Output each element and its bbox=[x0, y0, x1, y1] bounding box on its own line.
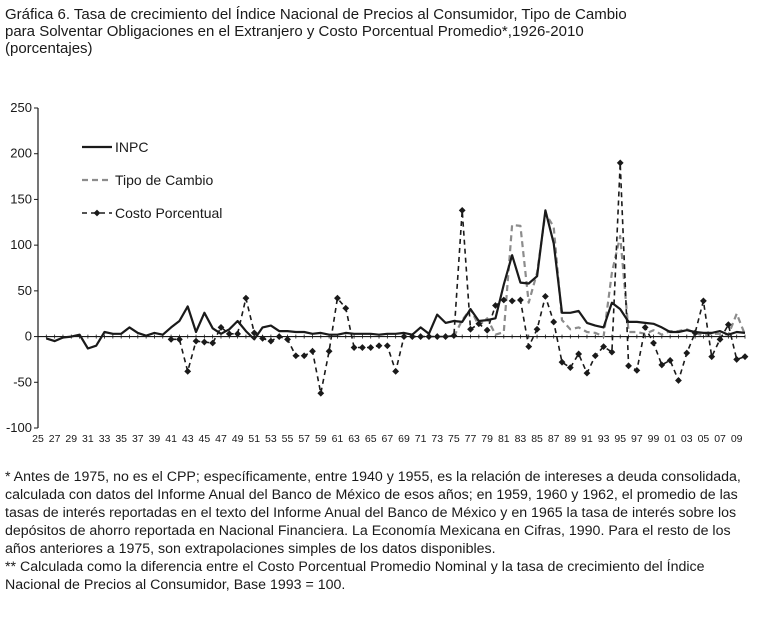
data-point-costo-porcentual bbox=[525, 343, 532, 350]
x-tick-label: 91 bbox=[581, 433, 593, 445]
x-tick-label: 85 bbox=[531, 433, 543, 445]
x-tick-label: 71 bbox=[414, 433, 427, 445]
chart-title bbox=[5, 6, 725, 57]
x-tick-label: 87 bbox=[547, 433, 560, 445]
x-tick-label: 69 bbox=[398, 433, 410, 445]
y-tick-label: 50 bbox=[17, 282, 32, 298]
x-tick-label: 01 bbox=[664, 433, 676, 445]
x-tick-label: 59 bbox=[314, 433, 327, 445]
data-point-costo-porcentual bbox=[342, 305, 349, 312]
y-tick-label: 0 bbox=[24, 328, 32, 344]
x-tick-label: 73 bbox=[431, 433, 444, 445]
data-point-costo-porcentual bbox=[267, 338, 274, 345]
x-tick-label: 49 bbox=[231, 433, 244, 445]
data-point-costo-porcentual bbox=[517, 297, 524, 304]
x-tick-label: 33 bbox=[98, 433, 111, 445]
x-tick-label: 55 bbox=[281, 433, 294, 445]
x-tick-label: 95 bbox=[614, 433, 627, 445]
x-tick-label: 79 bbox=[481, 433, 493, 445]
series-line-tipo-de-cambio bbox=[454, 213, 745, 337]
x-tick-label: 05 bbox=[697, 433, 710, 445]
x-tick-label: 27 bbox=[48, 433, 61, 445]
series-lines bbox=[46, 163, 745, 393]
data-point-costo-porcentual bbox=[484, 327, 491, 334]
x-tick-label: 07 bbox=[714, 433, 726, 445]
x-tick-label: 99 bbox=[647, 433, 660, 445]
data-point-costo-porcentual bbox=[367, 344, 374, 351]
x-tick-label: 77 bbox=[464, 433, 477, 445]
data-point-costo-porcentual bbox=[426, 333, 433, 340]
data-point-costo-porcentual bbox=[193, 338, 200, 345]
y-tick-label: 200 bbox=[10, 145, 32, 161]
footnote-2: ** Calculada como la diferencia entre el Costo Porcentual Promedio Nominal y la tasa de crecimiento del Índice Nacional de Precios al Consumidor, Base 1993 = 100. bbox=[5, 559, 705, 593]
data-point-costo-porcentual bbox=[376, 342, 383, 349]
data-point-costo-porcentual bbox=[742, 353, 749, 360]
y-tick-label: 250 bbox=[10, 100, 32, 115]
x-tick-label: 93 bbox=[597, 433, 610, 445]
data-point-costo-porcentual bbox=[625, 362, 632, 369]
data-point-costo-porcentual bbox=[459, 207, 466, 214]
data-point-costo-porcentual bbox=[326, 348, 333, 355]
data-point-costo-porcentual bbox=[550, 319, 557, 326]
footnotes bbox=[5, 468, 755, 594]
title-line-2: para Solventar Obligaciones en el Extranjero y Costo Porcentual Promedio*,1926-2010 bbox=[5, 23, 584, 40]
legend-marker-costo-porcentual bbox=[94, 210, 101, 217]
data-point-costo-porcentual bbox=[392, 368, 399, 375]
x-tick-label: 37 bbox=[131, 433, 144, 445]
x-tick-label: 29 bbox=[65, 433, 78, 445]
data-point-costo-porcentual bbox=[442, 333, 449, 340]
data-point-costo-porcentual bbox=[384, 342, 391, 349]
series-line-costo-porcentual bbox=[171, 163, 745, 393]
legend bbox=[82, 139, 222, 221]
data-point-costo-porcentual bbox=[700, 298, 707, 305]
x-tick-label: 53 bbox=[265, 433, 277, 445]
data-point-costo-porcentual bbox=[509, 298, 516, 305]
data-point-costo-porcentual bbox=[243, 295, 250, 302]
data-point-costo-porcentual bbox=[617, 159, 624, 166]
x-tick-label: 75 bbox=[448, 433, 460, 445]
line-chart bbox=[0, 92, 759, 462]
x-tick-label: 67 bbox=[381, 433, 394, 445]
footnote-1: * Antes de 1975, no es el CPP; específicamente, entre 1940 y 1955, es la relación de intereses a deuda consolidada, calculada con datos del Informe Anual del Banco de México de esos años; en 1959, 1960 y 1962, el promedio de las tasas de interés reportadas en el texto del Informe Anual del Banco de México y en 1965 la tasa de interés sobre los depósitos de ahorro reportada en Nacional Financiera. La Economía Mexicana en Cifras, 1990. Para el resto de los años anteriores a 1975, son extrapolaciones simples de los datos disponibles. bbox=[5, 469, 741, 557]
series-line-inpc bbox=[46, 210, 745, 348]
x-axis bbox=[32, 335, 745, 445]
x-tick-label: 63 bbox=[348, 433, 360, 445]
data-point-costo-porcentual bbox=[184, 368, 191, 375]
data-point-costo-porcentual bbox=[658, 362, 665, 369]
data-point-costo-porcentual bbox=[201, 339, 208, 346]
data-point-costo-porcentual bbox=[708, 353, 715, 360]
data-point-costo-porcentual bbox=[542, 293, 549, 300]
y-axis bbox=[6, 100, 38, 435]
data-point-costo-porcentual bbox=[584, 370, 591, 377]
y-tick-label: 100 bbox=[10, 237, 32, 253]
title-line-1: Gráfica 6. Tasa de crecimiento del Índice Nacional de Precios al Consumidor, Tipo de Cambio bbox=[5, 6, 627, 23]
x-tick-label: 31 bbox=[82, 433, 94, 445]
x-tick-label: 65 bbox=[364, 433, 377, 445]
data-point-costo-porcentual bbox=[592, 352, 599, 359]
legend-label-tipo-de-cambio: Tipo de Cambio bbox=[115, 172, 214, 188]
x-tick-label: 45 bbox=[198, 433, 211, 445]
data-point-costo-porcentual bbox=[683, 350, 690, 357]
x-tick-label: 47 bbox=[215, 433, 227, 445]
data-point-costo-porcentual bbox=[276, 333, 283, 340]
data-point-costo-porcentual bbox=[417, 333, 424, 340]
x-tick-label: 35 bbox=[115, 433, 128, 445]
x-tick-label: 09 bbox=[730, 433, 743, 445]
x-tick-label: 03 bbox=[680, 433, 693, 445]
x-tick-label: 43 bbox=[181, 433, 194, 445]
data-point-costo-porcentual bbox=[309, 348, 316, 355]
data-point-costo-porcentual bbox=[292, 352, 299, 359]
x-tick-label: 25 bbox=[32, 433, 44, 445]
legend-label-inpc: INPC bbox=[115, 139, 149, 155]
y-tick-label: -100 bbox=[5, 420, 32, 435]
data-point-costo-porcentual bbox=[317, 390, 324, 397]
x-tick-label: 41 bbox=[165, 433, 177, 445]
x-tick-label: 51 bbox=[248, 433, 261, 445]
data-point-costo-porcentual bbox=[359, 344, 366, 351]
legend-label-costo-porcentual: Costo Porcentual bbox=[115, 205, 223, 221]
data-point-costo-porcentual bbox=[650, 340, 657, 347]
data-point-costo-porcentual bbox=[301, 352, 308, 359]
x-tick-label: 81 bbox=[497, 433, 510, 445]
data-point-costo-porcentual bbox=[567, 364, 574, 371]
x-tick-label: 83 bbox=[514, 433, 527, 445]
x-tick-label: 39 bbox=[148, 433, 161, 445]
y-tick-label: 150 bbox=[10, 191, 32, 207]
x-tick-label: 61 bbox=[331, 433, 344, 445]
title-line-3: (porcentajes) bbox=[5, 40, 93, 57]
data-point-costo-porcentual bbox=[633, 367, 640, 374]
x-tick-label: 57 bbox=[298, 433, 311, 445]
x-tick-label: 89 bbox=[564, 433, 577, 445]
x-tick-label: 97 bbox=[631, 433, 643, 445]
data-point-costo-porcentual bbox=[434, 333, 441, 340]
data-point-costo-porcentual bbox=[351, 344, 358, 351]
data-point-costo-porcentual bbox=[733, 356, 740, 363]
data-point-costo-porcentual bbox=[534, 326, 541, 333]
data-point-costo-porcentual bbox=[209, 340, 216, 347]
data-point-costo-porcentual bbox=[642, 324, 649, 331]
data-point-costo-porcentual bbox=[667, 357, 674, 364]
data-point-costo-porcentual bbox=[675, 377, 682, 384]
y-tick-label: -50 bbox=[13, 374, 32, 390]
